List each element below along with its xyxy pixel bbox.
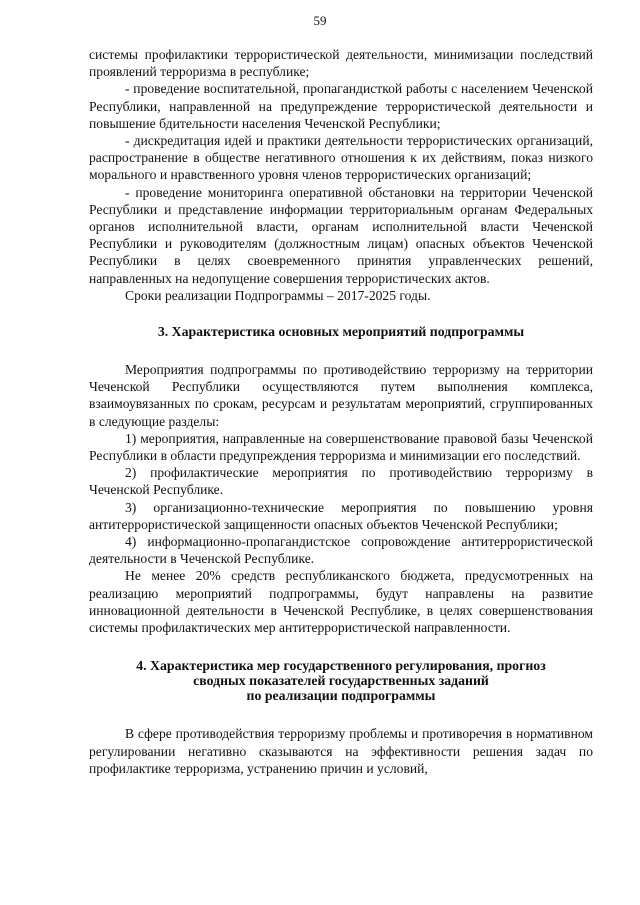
paragraph-continuation: системы профилактики террористической деятельности, минимизации последствий проявлений терроризма в республике; <box>89 47 593 80</box>
section-3-heading: 3. Характеристика основных мероприятий подпрограммы <box>157 324 525 340</box>
section-3-item-1: 1) мероприятия, направленные на совершенствование правовой базы Чеченской Республики в области предупреждения терроризма и минимизации его последствий. <box>89 430 593 464</box>
section-3-intro: Мероприятия подпрограммы по противодействию терроризму на территории Чеченской Республики осуществляются путем выполнения комплекса, взаимоувязанных по срокам, ресурсам и результатам мероприятий, сгруппированных в следующие разделы: <box>89 362 593 429</box>
paragraph-timeframe: Сроки реализации Подпрограммы – 2017-2025 годы. <box>125 287 431 303</box>
section-3-budget: Не менее 20% средств республиканского бюджета, предусмотренных на реализацию мероприятий подпрограммы, будут направлены на развитие инновационной деятельности в Чеченской Республике, в целях совершенствования системы профилактических мер антитеррористической направленности. <box>89 568 593 636</box>
page-content <box>89 46 593 777</box>
section-3-item-2: 2) профилактические мероприятия по противодействию терроризму в Чеченской Республике. <box>89 465 593 498</box>
section-3-item-3: 3) организационно-технические мероприятия по повышению уровня антитеррористической защищенности опасных объектов Чеченской Республики; <box>89 499 593 532</box>
section-3-item-4: 4) информационно-пропагандистское сопровождение антитеррористической деятельности в Чеченской Республике. <box>89 534 593 567</box>
section-4-heading-line-2: сводных показателей государственных заданий <box>193 673 489 689</box>
list-item-discredit: - дискредитация идей и практики деятельности террористических организаций, распространение в обществе негативного отношения к их действиям, показ низкого морального и нравственного уровня членов террористических организаций; <box>89 133 593 183</box>
section-4-heading-line-1: 4. Характеристика мер государственного регулирования, прогноз <box>136 658 546 674</box>
list-item-monitoring: - проведение мониторинга оперативной обстановки на территории Чеченской Республики и представление информации территориальным органам Федеральных органов исполнительной власти, органам исполнительной власти Чеченской Республики и руководителям (должностным лицам) опасных объектов Чеченской Республики в целях своевременного принятия управленческих решений, направленных на недопущение совершения террористических актов. <box>89 184 593 286</box>
section-4-heading <box>89 658 593 703</box>
page-number: 59 <box>313 13 327 28</box>
section-4-heading-line-3: по реализации подпрограммы <box>246 688 436 704</box>
list-item-upbringing: - проведение воспитательной, пропагандисткой работы с населением Чеченской Республики, направленной на предупреждение террористической деятельности и повышение бдительности населения Чеченской Республики; <box>89 81 593 131</box>
section-4-paragraph: В сфере противодействия терроризму проблемы и противоречия в нормативном регулировании негативно сказываются на эффективности решения задач по профилактике терроризма, устранению причин и условий, <box>89 726 593 776</box>
